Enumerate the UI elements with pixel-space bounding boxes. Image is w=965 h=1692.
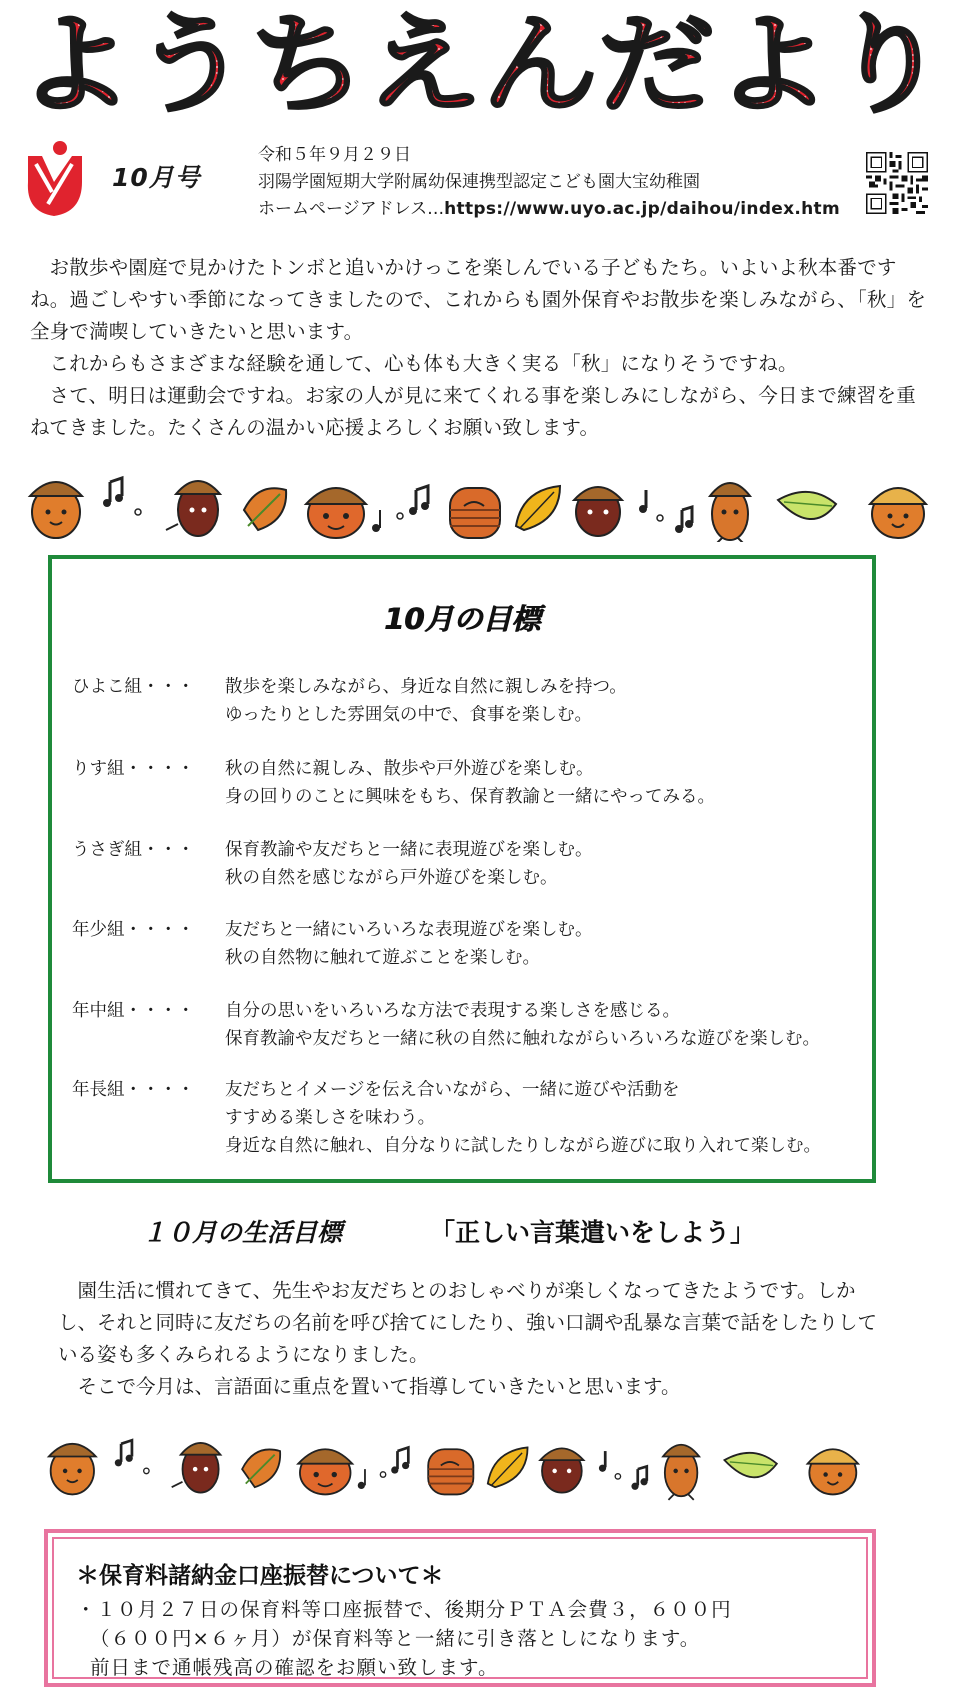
- goal-class-label: 年少組・・・・: [72, 920, 195, 940]
- goal-class-label: うさぎ組・・・: [72, 840, 195, 860]
- goal-line: 保育教諭や友だちと一緒に秋の自然に触れながらいろいろな遊びを楽しむ。: [225, 1029, 820, 1049]
- leaf-icon: [516, 486, 560, 530]
- acorn-icon: [870, 488, 926, 538]
- goal-line: ゆったりとした雰囲気の中で、食事を楽しむ。: [225, 705, 592, 725]
- goal-line: 身近な自然に触れ、自分なりに試したりしながら遊びに取り入れて楽しむ。: [225, 1136, 822, 1156]
- leaf-icon: [242, 1449, 280, 1487]
- goal-line: 秋の自然物に触れて遊ぶことを楽しむ。: [225, 948, 540, 968]
- acorn-icon: [428, 1449, 473, 1494]
- acorn-characters-illustration: [38, 1420, 878, 1502]
- monthly-goals-box: [48, 555, 876, 1183]
- intro-paragraph: さて、明日は運動会ですね。お家の人が見に来てくれる事を楽しみにしながら、今日まで練習を重ねてきました。たくさんの温かい応援よろしくお願い致します。: [30, 384, 916, 439]
- masthead-title: [10, 4, 955, 124]
- intro-paragraph: お散歩や園庭で見かけたトンボと追いかけっこを楽しんでいる子どもたち。いよいよ秋本番ですね。過ごしやすい季節になってきましたので、これからも園外保育やお散歩を楽しみながら、「秋」を全身で満喫していきたいと思います。: [30, 256, 927, 343]
- acorn-icon: [166, 481, 220, 536]
- school-name: 羽陽学園短期大学附属幼保連携型認定こども園大宝幼稚園: [258, 172, 700, 192]
- life-goal-title: １０月の生活目標: [142, 1218, 343, 1247]
- goal-line: 友だちとイメージを伝え合いながら、一緒に遊びや活動を: [225, 1080, 680, 1100]
- acorn-icon: [172, 1443, 221, 1493]
- acorn-decoration-row: [18, 460, 948, 542]
- goal-class-label: 年長組・・・・: [72, 1080, 195, 1100]
- leaf-icon: [244, 488, 286, 530]
- music-note-icon: [115, 1440, 149, 1473]
- masthead: [10, 4, 955, 124]
- goal-class-label: ひよこ組・・・: [72, 677, 195, 697]
- school-logo-icon: [24, 134, 84, 218]
- payment-notice-box: [44, 1529, 876, 1687]
- goal-line: 秋の自然に親しみ、散歩や戸外遊びを楽しむ。: [225, 759, 594, 779]
- life-paragraph: 園生活に慣れてきて、先生やお友だちとのおしゃべりが楽しくなってきたようです。しかし、それと同時に友だちの名前を呼び捨てにしたり、強い口調や乱暴な言葉で話をしたりしている姿も多くみられるようになりました。: [58, 1279, 878, 1366]
- life-goal-slogan: 「正しい言葉遣いをしよう」: [430, 1218, 756, 1247]
- homepage-label: ホームページアドレス…: [258, 199, 445, 219]
- music-note-icon: [103, 478, 141, 515]
- music-note-icon: [372, 486, 429, 532]
- notice-line: （６００円×６ヶ月）が保育料等と一緒に引き落としになります。: [90, 1627, 701, 1650]
- acorn-icon: [450, 488, 500, 538]
- goal-line: 散歩を楽しみながら、身近な自然に親しみを持つ。: [225, 677, 627, 697]
- acorn-icon: [808, 1449, 859, 1494]
- issue-number: 10月号: [112, 163, 201, 192]
- notice-line: ・１０月２７日の保育料等口座振替で、後期分ＰＴＡ会費３，６００円: [76, 1598, 732, 1621]
- homepage-line: [258, 196, 840, 223]
- qr-code-icon[interactable]: [866, 152, 928, 214]
- acorn-icon: [306, 488, 366, 538]
- acorn-decoration-row: [38, 1420, 878, 1502]
- acorn-icon: [49, 1444, 96, 1495]
- leaf-icon: [724, 1453, 776, 1478]
- notice-title: ＊保育料諸納金口座振替について＊: [76, 1563, 444, 1589]
- music-note-icon: [639, 490, 693, 533]
- goal-line: 自分の思いをいろいろな方法で表現する楽しさを感じる。: [225, 1001, 680, 1021]
- goal-line: 身の回りのことに興味をもち、保育教諭と一緒にやってみる。: [225, 787, 715, 807]
- goals-title: 10月の目標: [383, 602, 541, 636]
- goal-line: すすめる楽しさを味わう。: [225, 1108, 436, 1128]
- goal-line: 保育教諭や友だちと一緒に表現遊びを楽しむ。: [225, 840, 593, 860]
- header-meta: [258, 142, 840, 223]
- acorn-characters-illustration: [18, 460, 948, 542]
- intro-paragraph: これからもさまざまな経験を通して、心も体も大きく実る「秋」になりそうですね。: [49, 352, 798, 375]
- intro-text: [30, 252, 930, 444]
- leaf-icon: [778, 492, 836, 519]
- music-note-icon: [599, 1451, 648, 1490]
- acorn-icon: [30, 482, 82, 538]
- goal-line: 友だちと一緒にいろいろな表現遊びを楽しむ。: [225, 920, 593, 940]
- music-note-icon: [358, 1447, 409, 1489]
- life-paragraph: そこで今月は、言語面に重点を置いて指導していきたいと思います。: [77, 1375, 681, 1398]
- notice-line: 前日まで通帳残高の確認をお願い致します。: [90, 1656, 499, 1679]
- notice-body: [76, 1595, 856, 1682]
- issue-date: 令和５年９月２９日: [258, 145, 411, 165]
- svg-text:ようちえんだより: ようちえんだより: [17, 4, 947, 124]
- goal-line: 秋の自然を感じながら戸外遊びを楽しむ。: [225, 868, 558, 888]
- acorn-icon: [574, 487, 622, 536]
- goal-class-label: りす組・・・・: [72, 759, 195, 779]
- goal-class-label: 年中組・・・・: [72, 1001, 195, 1021]
- life-goal-text: [58, 1275, 878, 1403]
- acorn-icon: [663, 1445, 699, 1500]
- homepage-url[interactable]: https://www.uyo.ac.jp/daihou/index.htm: [444, 199, 840, 219]
- acorn-icon: [540, 1448, 583, 1492]
- acorn-icon: [298, 1449, 352, 1494]
- leaf-icon: [488, 1447, 528, 1487]
- acorn-icon: [710, 483, 750, 542]
